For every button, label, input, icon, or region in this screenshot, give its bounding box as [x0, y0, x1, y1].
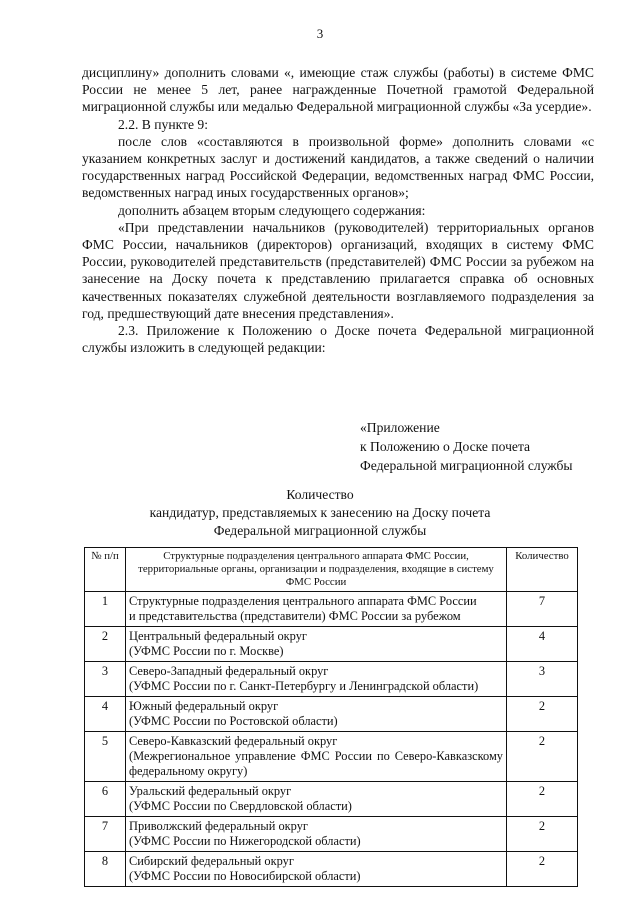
- row-count: 2: [507, 782, 578, 817]
- row-name-line: (УФМС России по Свердловской области): [129, 799, 352, 813]
- table-title-line: кандидатур, представляемых к занесению на Доску почета: [149, 505, 491, 520]
- row-name-line: Приволжский федеральный округ: [129, 819, 308, 833]
- table-row: [85, 782, 578, 817]
- table-title: [0, 486, 640, 540]
- paragraph-quote: «При представлении начальников (руководителей) территориальных органов ФМС России, начальников (директоров) организаций, входящих в систему ФМС России, руководителей представительств (представителей) ФМС России за рубежом на занесение на Доску почета к представлению прилагается справка об основных качественных показателях служебной деятельности возглавляемого подразделения за год, предшествующий дате внесения представления».: [82, 219, 594, 321]
- candidates-table: [84, 547, 578, 887]
- row-count: 2: [507, 697, 578, 732]
- paragraph-item-2-3: 2.3. Приложение к Положению о Доске почета Федеральной миграционной службы изложить в следующей редакции:: [82, 323, 594, 356]
- row-num: 7: [85, 817, 126, 852]
- table-header-row: [85, 548, 578, 592]
- row-num: 3: [85, 662, 126, 697]
- row-name-line: (УФМС России по Нижегородской области): [129, 834, 361, 848]
- paragraph-add-second: дополнить абзацем вторым следующего содержания:: [118, 202, 426, 218]
- row-name-line: Северо-Кавказский федеральный округ: [129, 734, 338, 748]
- header-name: Структурные подразделения центрального аппарата ФМС России, территориальные органы, организации и подразделения, входящие в систему ФМС России: [126, 548, 507, 592]
- appendix-line: к Положению о Доске почета: [360, 439, 531, 454]
- page-number: 3: [316, 26, 324, 41]
- table-row: [85, 627, 578, 662]
- table-title-line: Федеральной миграционной службы: [213, 523, 427, 538]
- paragraph-item-2-2: 2.2. В пункте 9:: [118, 116, 208, 132]
- appendix-line: Федеральной миграционной службы: [360, 458, 573, 473]
- row-num: 4: [85, 697, 126, 732]
- row-count: 2: [507, 817, 578, 852]
- table-row: [85, 732, 578, 782]
- body-text: [82, 64, 594, 356]
- header-count: Количество: [507, 548, 578, 592]
- row-count: 2: [507, 732, 578, 782]
- row-name-line: (УФМС России по Новосибирской области): [129, 869, 361, 883]
- row-num: 6: [85, 782, 126, 817]
- table-row: [85, 817, 578, 852]
- row-name-line: Структурные подразделения центрального аппарата ФМС России: [129, 594, 477, 608]
- row-name-line: и представительства (представители) ФМС России за рубежом: [129, 609, 461, 623]
- row-name-line: Сибирский федеральный округ: [129, 854, 294, 868]
- row-num: 2: [85, 627, 126, 662]
- row-name: [126, 627, 507, 662]
- row-name: [126, 732, 507, 782]
- row-num: 8: [85, 852, 126, 887]
- row-count: 3: [507, 662, 578, 697]
- table-row: [85, 697, 578, 732]
- row-name-line: Южный федеральный округ: [129, 699, 279, 713]
- row-name: [126, 782, 507, 817]
- table-title-line: Количество: [286, 487, 354, 502]
- row-count: 7: [507, 592, 578, 627]
- row-count: 4: [507, 627, 578, 662]
- table-row: [85, 662, 578, 697]
- table-row: [85, 592, 578, 627]
- row-name-line: Северо-Западный федеральный округ: [129, 664, 329, 678]
- appendix-line: «Приложение: [360, 420, 440, 435]
- row-name: [126, 817, 507, 852]
- header-num: № п/п: [85, 548, 126, 592]
- row-name-line: Центральный федеральный округ: [129, 629, 307, 643]
- row-num: 5: [85, 732, 126, 782]
- row-name-line: Уральский федеральный округ: [129, 784, 292, 798]
- paragraph-after-words: после слов «составляются в произвольной форме» дополнить словами «с указанием конкретных заслуг и достижений кандидатов, а также сведений о наличии государственных наград Российской Федерации, ведомственных наград ФМС России, ведомственных наград иных государственных органов»;: [82, 133, 594, 201]
- row-name: [126, 592, 507, 627]
- row-name: [126, 697, 507, 732]
- row-count: 2: [507, 852, 578, 887]
- row-name-line: (Межрегиональное управление ФМС России по Северо-Кавказскому федеральному округу): [129, 749, 503, 778]
- row-name-line: (УФМС России по Ростовской области): [129, 714, 338, 728]
- row-name-line: (УФМС России по г. Санкт-Петербургу и Ленинградской области): [129, 679, 479, 693]
- appendix-reference: [360, 418, 573, 475]
- table-row: [85, 852, 578, 887]
- row-name-line: (УФМС России по г. Москве): [129, 644, 284, 658]
- paragraph-discipline: дисциплину» дополнить словами «, имеющие стаж службы (работы) в системе ФМС России не менее 5 лет, ранее награжденные Почетной грамотой Федеральной миграционной службы или медалью Федеральной миграционной службы «За усердие».: [82, 65, 594, 115]
- row-name: [126, 662, 507, 697]
- row-name: [126, 852, 507, 887]
- row-num: 1: [85, 592, 126, 627]
